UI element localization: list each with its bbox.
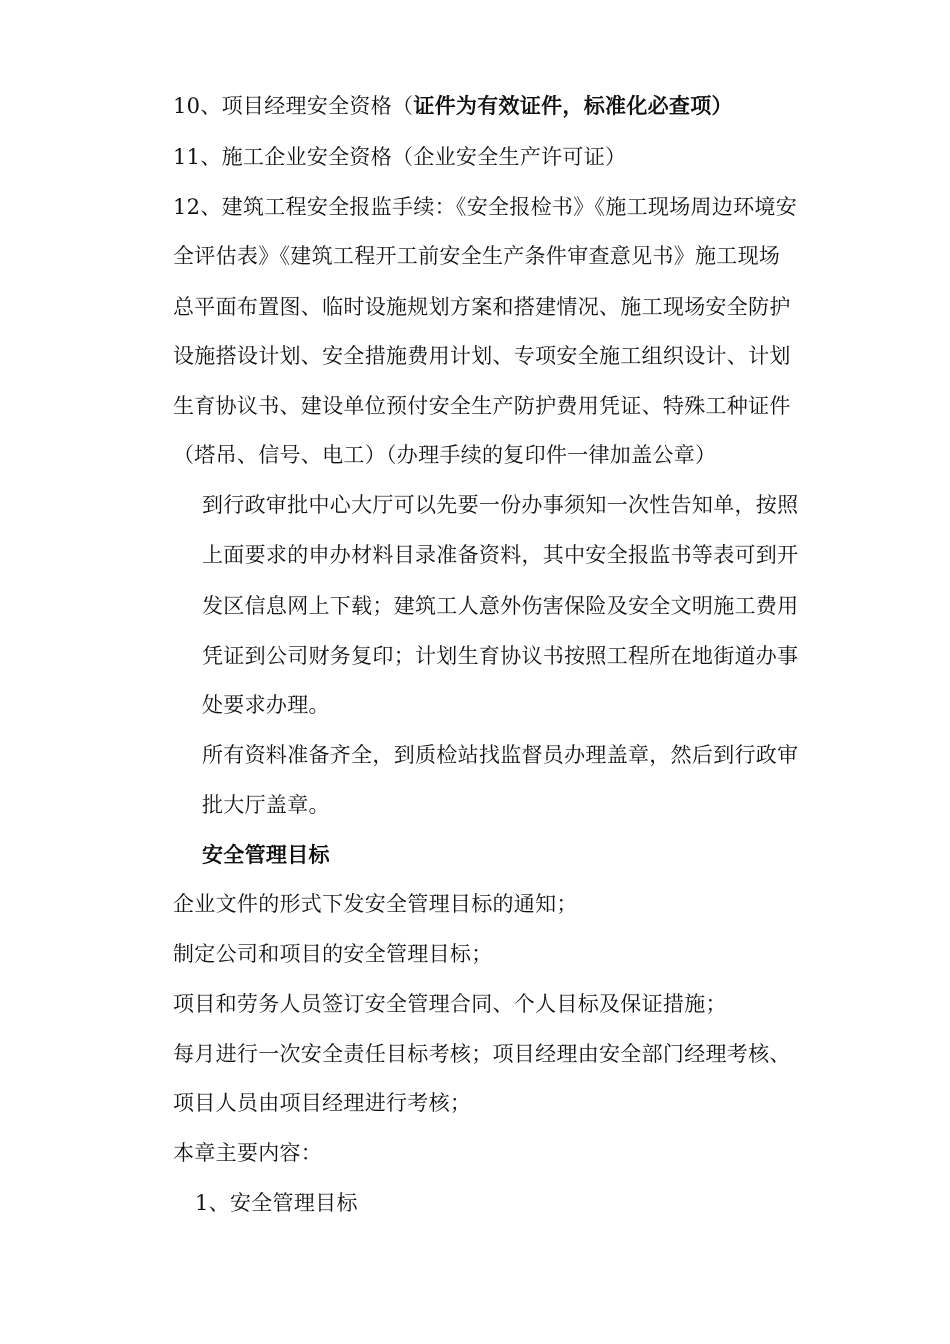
item-12-line-6: （塔吊、信号、电工）（办理手续的复印件一律加盖公章） xyxy=(173,443,717,467)
paragraph-1-line-1: 到行政审批中心大厅可以先要一份办事须知一次性告知单，按照 xyxy=(202,493,799,517)
item-12-line-1: 12、建筑工程安全报监手续：《安全报检书》《施工现场周边环境安 xyxy=(173,195,798,219)
goal-line-5: 项目人员由项目经理进行考核； xyxy=(173,1091,472,1115)
item-12-line-3: 总平面布置图、临时设施规划方案和搭建情况、施工现场安全防护 xyxy=(173,295,791,319)
paragraph-1-line-4: 凭证到公司财务复印；计划生育协议书按照工程所在地街道办事 xyxy=(202,644,799,668)
chapter-contents-item-1: 1、安全管理目标 xyxy=(195,1191,358,1215)
item-12-line-4: 设施搭设计划、安全措施费用计划、专项安全施工组织设计、计划 xyxy=(173,344,791,368)
goal-line-1: 企业文件的形式下发安全管理目标的通知； xyxy=(173,892,578,916)
paragraph-1-line-5: 处要求办理。 xyxy=(202,693,330,717)
item-12-line-5: 生育协议书、建设单位预付安全生产防护费用凭证、特殊工种证件 xyxy=(173,394,791,418)
goal-line-2: 制定公司和项目的安全管理目标； xyxy=(173,942,493,966)
goal-line-3: 项目和劳务人员签订安全管理合同、个人目标及保证措施； xyxy=(173,992,727,1016)
paragraph-1-line-2: 上面要求的申办材料目录准备资料，其中安全报监书等表可到开 xyxy=(202,543,799,567)
paragraph-2-line-1: 所有资料准备齐全，到质检站找监督员办理盖章，然后到行政审 xyxy=(202,743,799,767)
chapter-contents-label: 本章主要内容： xyxy=(173,1141,323,1165)
section-heading: 安全管理目标 xyxy=(202,842,330,867)
item-11-line: 11、施工企业安全资格（企业安全生产许可证） xyxy=(173,145,627,169)
item-12-line-2: 全评估表》《建筑工程开工前安全生产条件审查意见书》施工现场 xyxy=(173,244,781,268)
item-10-line xyxy=(173,93,733,119)
item-10-text: 10、项目经理安全资格（ xyxy=(173,94,414,118)
goal-line-4: 每月进行一次安全责任目标考核；项目经理由安全部门经理考核、 xyxy=(173,1042,791,1066)
paragraph-2-line-2: 批大厅盖章。 xyxy=(202,793,330,817)
item-10-bold-note: 证件为有效证件，标准化必查项） xyxy=(413,93,733,118)
paragraph-1-line-3: 发区信息网上下载；建筑工人意外伤害保险及安全文明施工费用 xyxy=(202,594,799,618)
